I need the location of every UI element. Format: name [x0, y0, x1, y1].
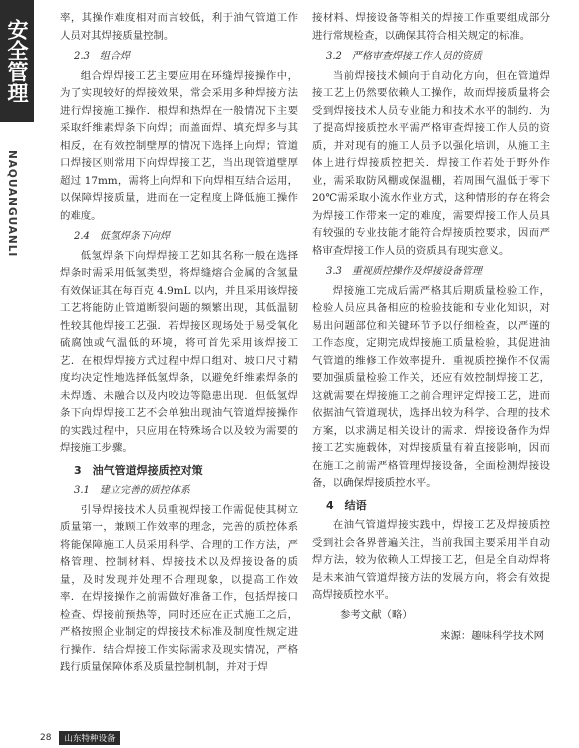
section-heading: 3 油气管道焊接质控对策 — [74, 463, 203, 477]
section-heading: 4 结语 — [326, 498, 367, 512]
body-paragraph: 接材料、焊接设备等相关的焊接工作重要组成部分进行常规检查，以确保其符合相关规定的标准。 — [312, 12, 550, 42]
subsection-heading: 2.3 组合焊 — [74, 51, 130, 62]
section-pinyin: NAQUANGUANLI — [6, 150, 18, 258]
magazine-name: 山东特种设备 — [59, 731, 120, 745]
body-paragraph: 组合焊焊接工艺主要应用在环缝焊接操作中，为了实现较好的焊接效果，常会采用多种焊接方法进行焊接施工操作．根焊和热焊在一般情况下主要采取纤维素焊条下向焊；而盖面焊、填充焊多与其相反，在有效控制壁厚的情况下选择上向焊；管道口焊接区则常用下向焊焊接工艺，当出现管道壁厚超过 17mm，需将上向焊和下向焊相互结合运用，以保障焊接质量，进而在一定程度上降低施工操作的难度。 — [60, 69, 298, 222]
source-credit: 来源：趣味科学技术网 — [440, 630, 544, 642]
body-paragraph: 焊接施工完成后需严格其后期质量检验工作，检验人员应具备相应的检验技能和专业化知识，对易出问题部位和关键环节予以仔细检查，以严谨的工作态度，定期完成焊接施工质量检验，其促进油气管道的维修工作效率提升．重视质控操作不仅需要加强质量检验工作关，还应有效控制焊接工艺，这就需要在焊接施工之前合理评定焊接工艺，进而依据油气管道现状，选择出较为科学、合理的技术方案，以求满足相关设计的需求．焊接设备作为焊接工艺实施载体，对焊接质量有着直接影响，因而在施工之前需严格管理焊接设备，全面检测焊接设备，以确保焊接质控水平。 — [312, 284, 550, 489]
section-title: 安全管理 — [5, 19, 29, 103]
body-paragraph: 当前焊接技术倾向于自动化方向，但在管道焊接工艺上仍然要依赖人工操作，故而焊接质量将会受到焊接技术人员专业能力和技术水平的制约．为了提高焊接质控水平需严格审查焊接工作人员的资质，并对现有的施工人员予以强化培训，从施工主体上进行焊接质控把关．焊接工作若处于野外作业，需采取防风棚或保温棚，若周围气温低于零下 20℃需采取小流水作业方式，这种情形的存在将会为焊接工作带来一定的难度，需要焊接工作人员具有较强的专业技能才能符合焊接质控要求，因而严格审查焊接工作人员的资质具有现实意义。 — [312, 69, 550, 257]
body-paragraph: 率，其操作难度相对而言较低，利于油气管道工作人员对其焊接质量控制。 — [60, 12, 298, 42]
section-tab — [0, 0, 34, 122]
left-column — [60, 10, 298, 677]
references-note: 参考文献（略） — [340, 608, 413, 621]
subsection-heading: 3.2 严格审查焊接工作人员的资质 — [326, 51, 482, 62]
body-paragraph: 引导焊接技术人员重视焊接工作需促使其树立质量第一，兼顾工作效率的理念，完善的质控体系将能保障施工人员采用科学、合理的工作方法，严格管理、控制材料、焊接技术以及焊接设备的质量，及时发现并处理不合理现象，以提高工作效率．在焊接操作之前需做好准备工作，包括焊接口检查、焊接前预热等，同时还应在正式施工之后，严格按照企业制定的焊接技术标准及制度性规定进行操作．结合焊接工作实际需求及现实情况，严格践行质量保障体系及质量控制机制，并对于焊 — [60, 503, 298, 673]
page-number: 28 — [40, 733, 52, 743]
subsection-heading: 3.1 建立完善的质控体系 — [74, 485, 190, 496]
page-footer — [40, 731, 120, 745]
right-column — [312, 10, 550, 646]
body-paragraph: 低氢焊条下向焊焊接工艺如其名称一般在选择焊条时需采用低氢类型，将焊缝熔合金属的含氢量有效保证其在每百克 4.9mL 以内，并且采用该焊接工艺将能防止管道断裂问题的频繁出现，其低温韧性较其他焊接工艺强．若焊接区现场处于易受氧化硫腐蚀或气温低的环境，将可首先采用该焊接工艺．在根焊焊接方式过程中焊口组对、坡口尺寸精度均决定性地选择低氢焊条，以避免纤维素焊条的未焊透、未融合以及内咬边等隐患出现．但低氢焊条下向焊焊接工艺不会单独出现油气管道焊接操作的实践过程中，只应用在特殊场合以及较为需要的焊接施工步骤。 — [60, 249, 298, 454]
subsection-heading: 3.3 重视质控操作及焊接设备管理 — [326, 266, 482, 277]
body-paragraph: 在油气管道焊接实践中，焊接工艺及焊接质控受到社会各界普遍关注，当前我国主要采用半自动焊方法，较为依赖人工焊接工艺，但是全自动焊将是未来油气管道焊接方法的发展方向，将会有效提高焊接质控水平。 — [312, 519, 550, 601]
subsection-heading: 2.4 低氢焊条下向焊 — [74, 231, 170, 242]
